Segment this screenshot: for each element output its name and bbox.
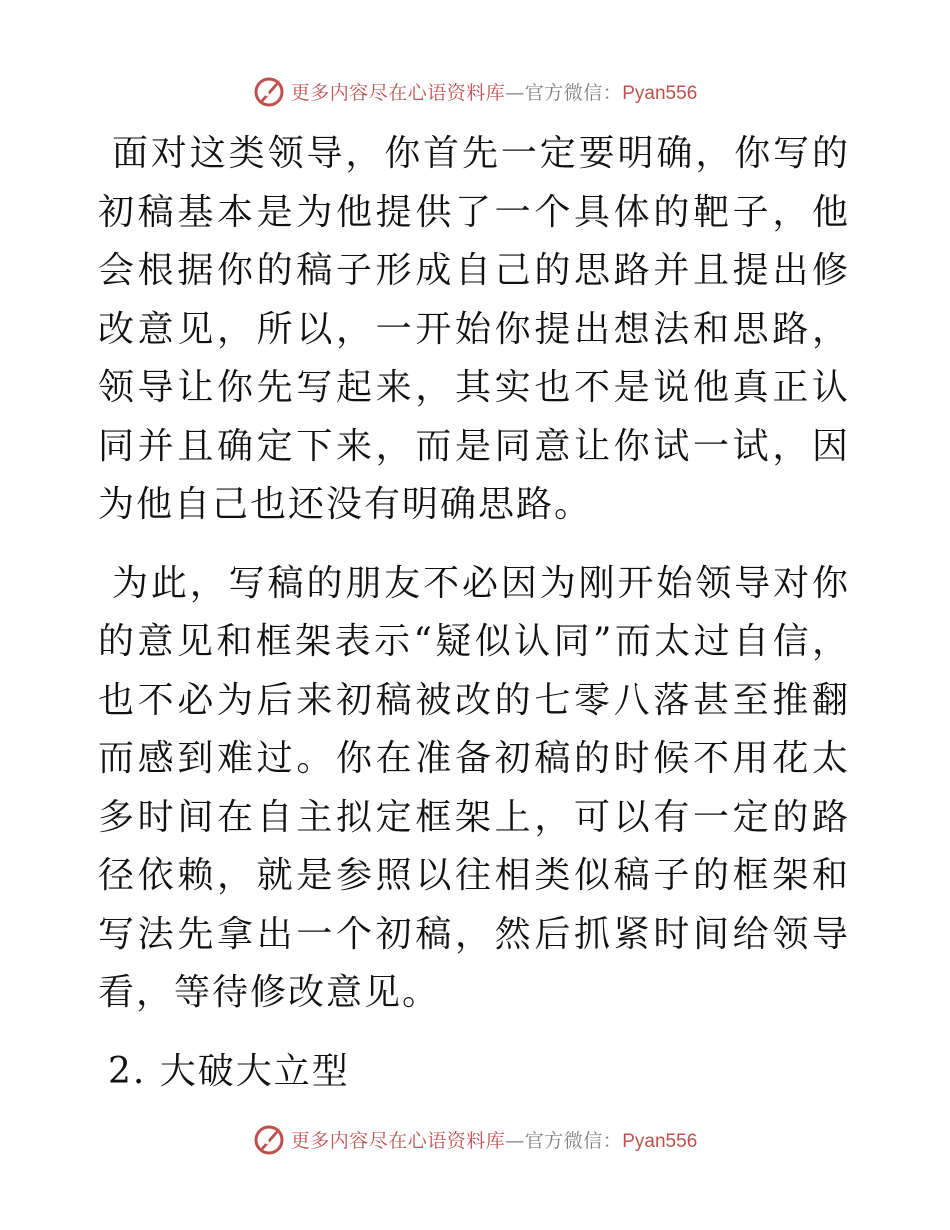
header-dash: — (505, 81, 525, 104)
footer-dash: — (505, 1129, 525, 1152)
body-paragraph-1: 面对这类领导，你首先一定要明确，你写的初稿基本是为他提供了一个具体的靶子，他会根据你的稿子形成自己的思路并且提出修改意见，所以，一开始你提出想法和思路，领导让你先写起来，其实也不是说他真正认同并且确定下来，而是同意让你试一试，因为他自己也还没有明确思路。 (98, 133, 850, 525)
document-body (98, 125, 850, 1101)
body-paragraph-2: 为此，写稿的朋友不必因为刚开始领导对你的意见和框架表示“疑似认同”而太过自信，也不必为后来初稿被改的七零八落甚至推翻而感到难过。你在准备初稿的时候不用花太多时间在自主拟定框架上，可以有一定的路径依赖，就是参照以往相类似稿子的框架和写法先拿出一个初稿，然后抓紧时间给领导看，等待修改意见。 (98, 562, 850, 1013)
footer-brand-text: 更多内容尽在心语资料库 (290, 1129, 506, 1152)
footer-wechat-label: 官方微信： (524, 1129, 623, 1152)
footer-wechat-id: Pyan556 (622, 1130, 698, 1152)
header-banner-content (253, 74, 698, 108)
footer-banner-text (291, 1126, 698, 1153)
header-wechat-label: 官方微信： (524, 81, 623, 104)
header-brand-text: 更多内容尽在心语资料库 (290, 81, 506, 104)
pen-nib-logo-icon (253, 74, 287, 108)
footer-banner-content (253, 1122, 698, 1156)
section-heading: 2. 大破大立型 (108, 1050, 350, 1092)
header-wechat-id: Pyan556 (622, 82, 698, 104)
header-banner-text (291, 78, 698, 105)
pen-nib-logo-icon (253, 1122, 287, 1156)
footer-banner (0, 1119, 950, 1159)
header-banner (0, 71, 950, 111)
